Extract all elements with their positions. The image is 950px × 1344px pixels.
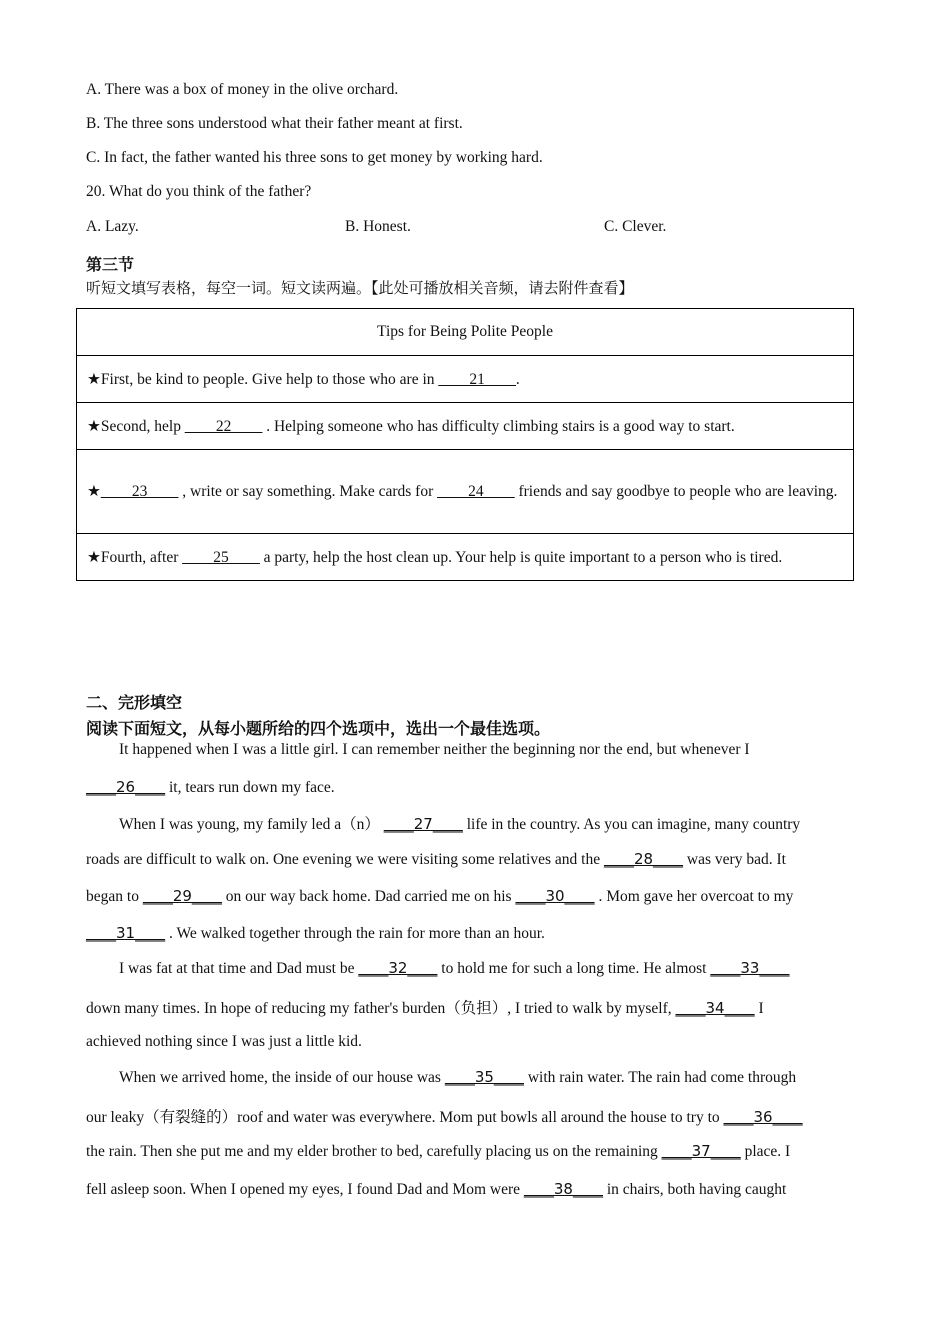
answer-blank-23[interactable]: ____23____: [100, 483, 179, 500]
passage-line-5: began to ____29____ on our way back home. Dad carried me on his ____30____ . Mom gave her overcoat to my: [86, 887, 794, 905]
answer-blank-37[interactable]: ____37____: [661, 1142, 741, 1160]
passage-line-9: achieved nothing since I was just a little kid.: [86, 1033, 362, 1050]
answer-blank-27[interactable]: ____27____: [383, 815, 463, 833]
answer-blank-33[interactable]: ____33____: [710, 959, 790, 977]
answer-blank-30[interactable]: ____30____: [515, 887, 595, 905]
passage-line-11: our leaky（有裂缝的）roof and water was everywhere. Mom put bowls all around the house to try to ____36____: [86, 1108, 803, 1126]
passage-line-3: When I was young, my family led a（n） ____27____ life in the country. As you can imagine, many country: [119, 815, 801, 833]
part2-instruction: 阅读下面短文，从每小题所给的四个选项中，选出一个最佳选项。: [86, 719, 551, 738]
table-title: Tips for Being Polite People: [77, 309, 854, 356]
answer-blank-29[interactable]: ____29____: [142, 887, 222, 905]
table-row-1: ★First, be kind to people. Give help to those who are in ____21____.: [77, 356, 854, 403]
passage-line-6: ____31____ . We walked together through the rain for more than an hour.: [86, 924, 545, 942]
passage-line-1: It happened when I was a little girl. I can remember neither the beginning nor the end, but whenever I: [119, 741, 750, 758]
answer-blank-24[interactable]: ____24____: [437, 483, 515, 500]
answer-blank-21[interactable]: ____21____: [438, 370, 516, 388]
answer-blank-31[interactable]: ____31____: [86, 924, 166, 942]
passage-line-12: the rain. Then she put me and my elder brother to bed, carefully placing us on the remaining ____37____ place. I: [86, 1142, 791, 1160]
answer-blank-35[interactable]: ____35____: [444, 1068, 524, 1086]
answer-blank-22[interactable]: ____22____: [184, 417, 263, 435]
answer-blank-25[interactable]: ____25____: [182, 548, 260, 566]
q19-option-a: A. There was a box of money in the olive orchard.: [86, 81, 399, 98]
table-row-2: ★Second, help ____22____ . Helping someone who has difficulty climbing stairs is a good way to start.: [77, 403, 854, 450]
table-row-4: ★Fourth, after ____25____ a party, help the host clean up. Your help is quite important to a person who is tired.: [77, 534, 854, 581]
answer-blank-38[interactable]: ____38____: [523, 1180, 603, 1198]
table-row-3: ★____23____ , write or say something. Make cards for ____24____ friends and say goodbye to people who are leaving.: [77, 450, 854, 534]
passage-line-10: When we arrived home, the inside of our house was ____35____ with rain water. The rain had come through: [119, 1068, 797, 1086]
section-instruction: 听短文填写表格，每空一词。短文读两遍。【此处可播放相关音频，请去附件查看】: [86, 279, 634, 297]
answer-blank-34[interactable]: ____34____: [675, 999, 755, 1017]
q20-option-c: C. Clever.: [604, 218, 667, 235]
part2-heading: 二、完形填空: [86, 693, 183, 712]
section-heading: 第三节: [86, 255, 135, 274]
passage-line-4: roads are difficult to walk on. One evening we were visiting some relatives and the ____28____ was very bad. It: [86, 850, 786, 868]
passage-line-8: down many times. In hope of reducing my father's burden（负担）, I tried to walk by myself, ____34____ I: [86, 999, 764, 1017]
q20-question: 20. What do you think of the father?: [86, 183, 312, 200]
passage-line-13: fell asleep soon. When I opened my eyes, I found Dad and Mom were ____38____ in chairs, both having caught: [86, 1180, 787, 1198]
q19-option-c: C. In fact, the father wanted his three sons to get money by working hard.: [86, 149, 543, 166]
q19-option-b: B. The three sons understood what their father meant at first.: [86, 115, 463, 132]
tips-table: [76, 308, 854, 581]
answer-blank-32[interactable]: ____32____: [358, 959, 438, 977]
passage-line-2: ____26____ it, tears run down my face.: [86, 778, 335, 796]
answer-blank-28[interactable]: ____28____: [603, 850, 684, 868]
answer-blank-26[interactable]: ____26____: [86, 778, 166, 796]
answer-blank-36[interactable]: ____36____: [723, 1108, 803, 1126]
q20-option-a: A. Lazy.: [86, 218, 139, 235]
q20-option-b: B. Honest.: [345, 218, 411, 235]
passage-line-7: I was fat at that time and Dad must be ____32____ to hold me for such a long time. He almost ____33____: [119, 959, 790, 977]
